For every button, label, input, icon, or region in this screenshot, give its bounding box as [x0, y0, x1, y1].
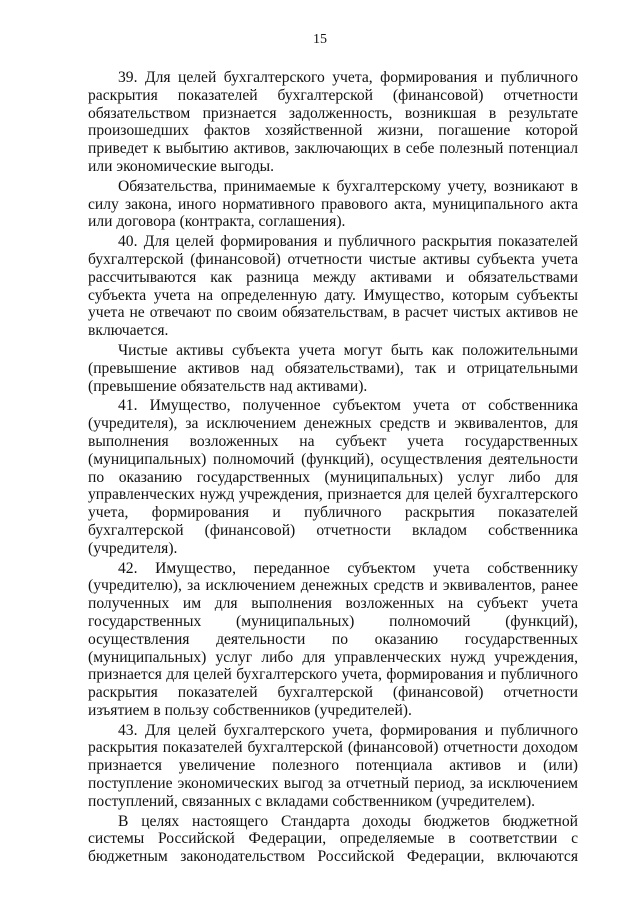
- paragraph-39: 39. Для целей бухгалтерского учета, формирования и публичного раскрытия показателей бухгалтерской (финансовой) отчетности обязательством признается задолженность, возникшая в результате произошедших фактов хозяйственной жизни, погашение которой приведет к выбытию активов, заключающих в себе полезный потенциал или экономические выгоды.: [88, 69, 578, 175]
- paragraph-40-net-assets: Чистые активы субъекта учета могут быть как положительными (превышение активов над обязательствами), так и отрицательными (превышение обязательств над активами).: [88, 341, 578, 395]
- paragraph-41: 41. Имущество, полученное субъектом учета от собственника (учредителя), за исключением денежных средств и эквивалентов, для выполнения возложенных на субъект учета государственных (муниципальных) полномочий (функций), осуществления деятельности по оказанию государственных (муниципальных) услуг либо для управленческих нужд учреждения, признается для целей бухгалтерского учета, формирования и публичного раскрытия показателей бухгалтерской (финансовой) отчетности вкладом собственника (учредителя).: [88, 397, 578, 557]
- page-number: 15: [313, 32, 327, 47]
- paragraph-43: 43. Для целей бухгалтерского учета, формирования и публичного раскрытия показателей бухгалтерской (финансовой) отчетности доходом признается увеличение полезного потенциала активов и (или) поступление экономических выгод за отчетный период, за исключением поступлений, связанных с вкладами собственником (учредителем).: [88, 721, 578, 810]
- paragraph-42: 42. Имущество, переданное субъектом учета собственнику (учредителю), за исключением денежных средств и эквивалентов, ранее полученных им для выполнения возложенных на субъект учета государственных (муниципальных) полномочий (функций), осуществления деятельности по оказанию государственных (муниципальных) услуг либо для управленческих нужд учреждения, признается для целей бухгалтерского учета, формирования и публичного раскрытия показателей бухгалтерской (финансовой) отчетности изъятием в пользу собственников (учредителей).: [88, 559, 578, 719]
- paragraph-39-obligations: Обязательства, принимаемые к бухгалтерскому учету, возникают в силу закона, иного нормативного правового акта, муниципального акта или договора (контракта, соглашения).: [88, 177, 578, 231]
- paragraph-40: 40. Для целей формирования и публичного раскрытия показателей бухгалтерской (финансовой) отчетности чистые активы субъекта учета рассчитываются как разница между активами и обязательствами субъекта учета на определенную дату. Имущество, которым субъекты учета не отвечают по своим обязательствам, в расчет чистых активов не включается.: [88, 233, 578, 340]
- document-body: [88, 69, 578, 866]
- paragraph-43-revenues: В целях настоящего Стандарта доходы бюджетов бюджетной системы Российской Федерации, определяемые в соответствии с бюджетным законодательством Российской Федерации, включаются: [88, 812, 578, 866]
